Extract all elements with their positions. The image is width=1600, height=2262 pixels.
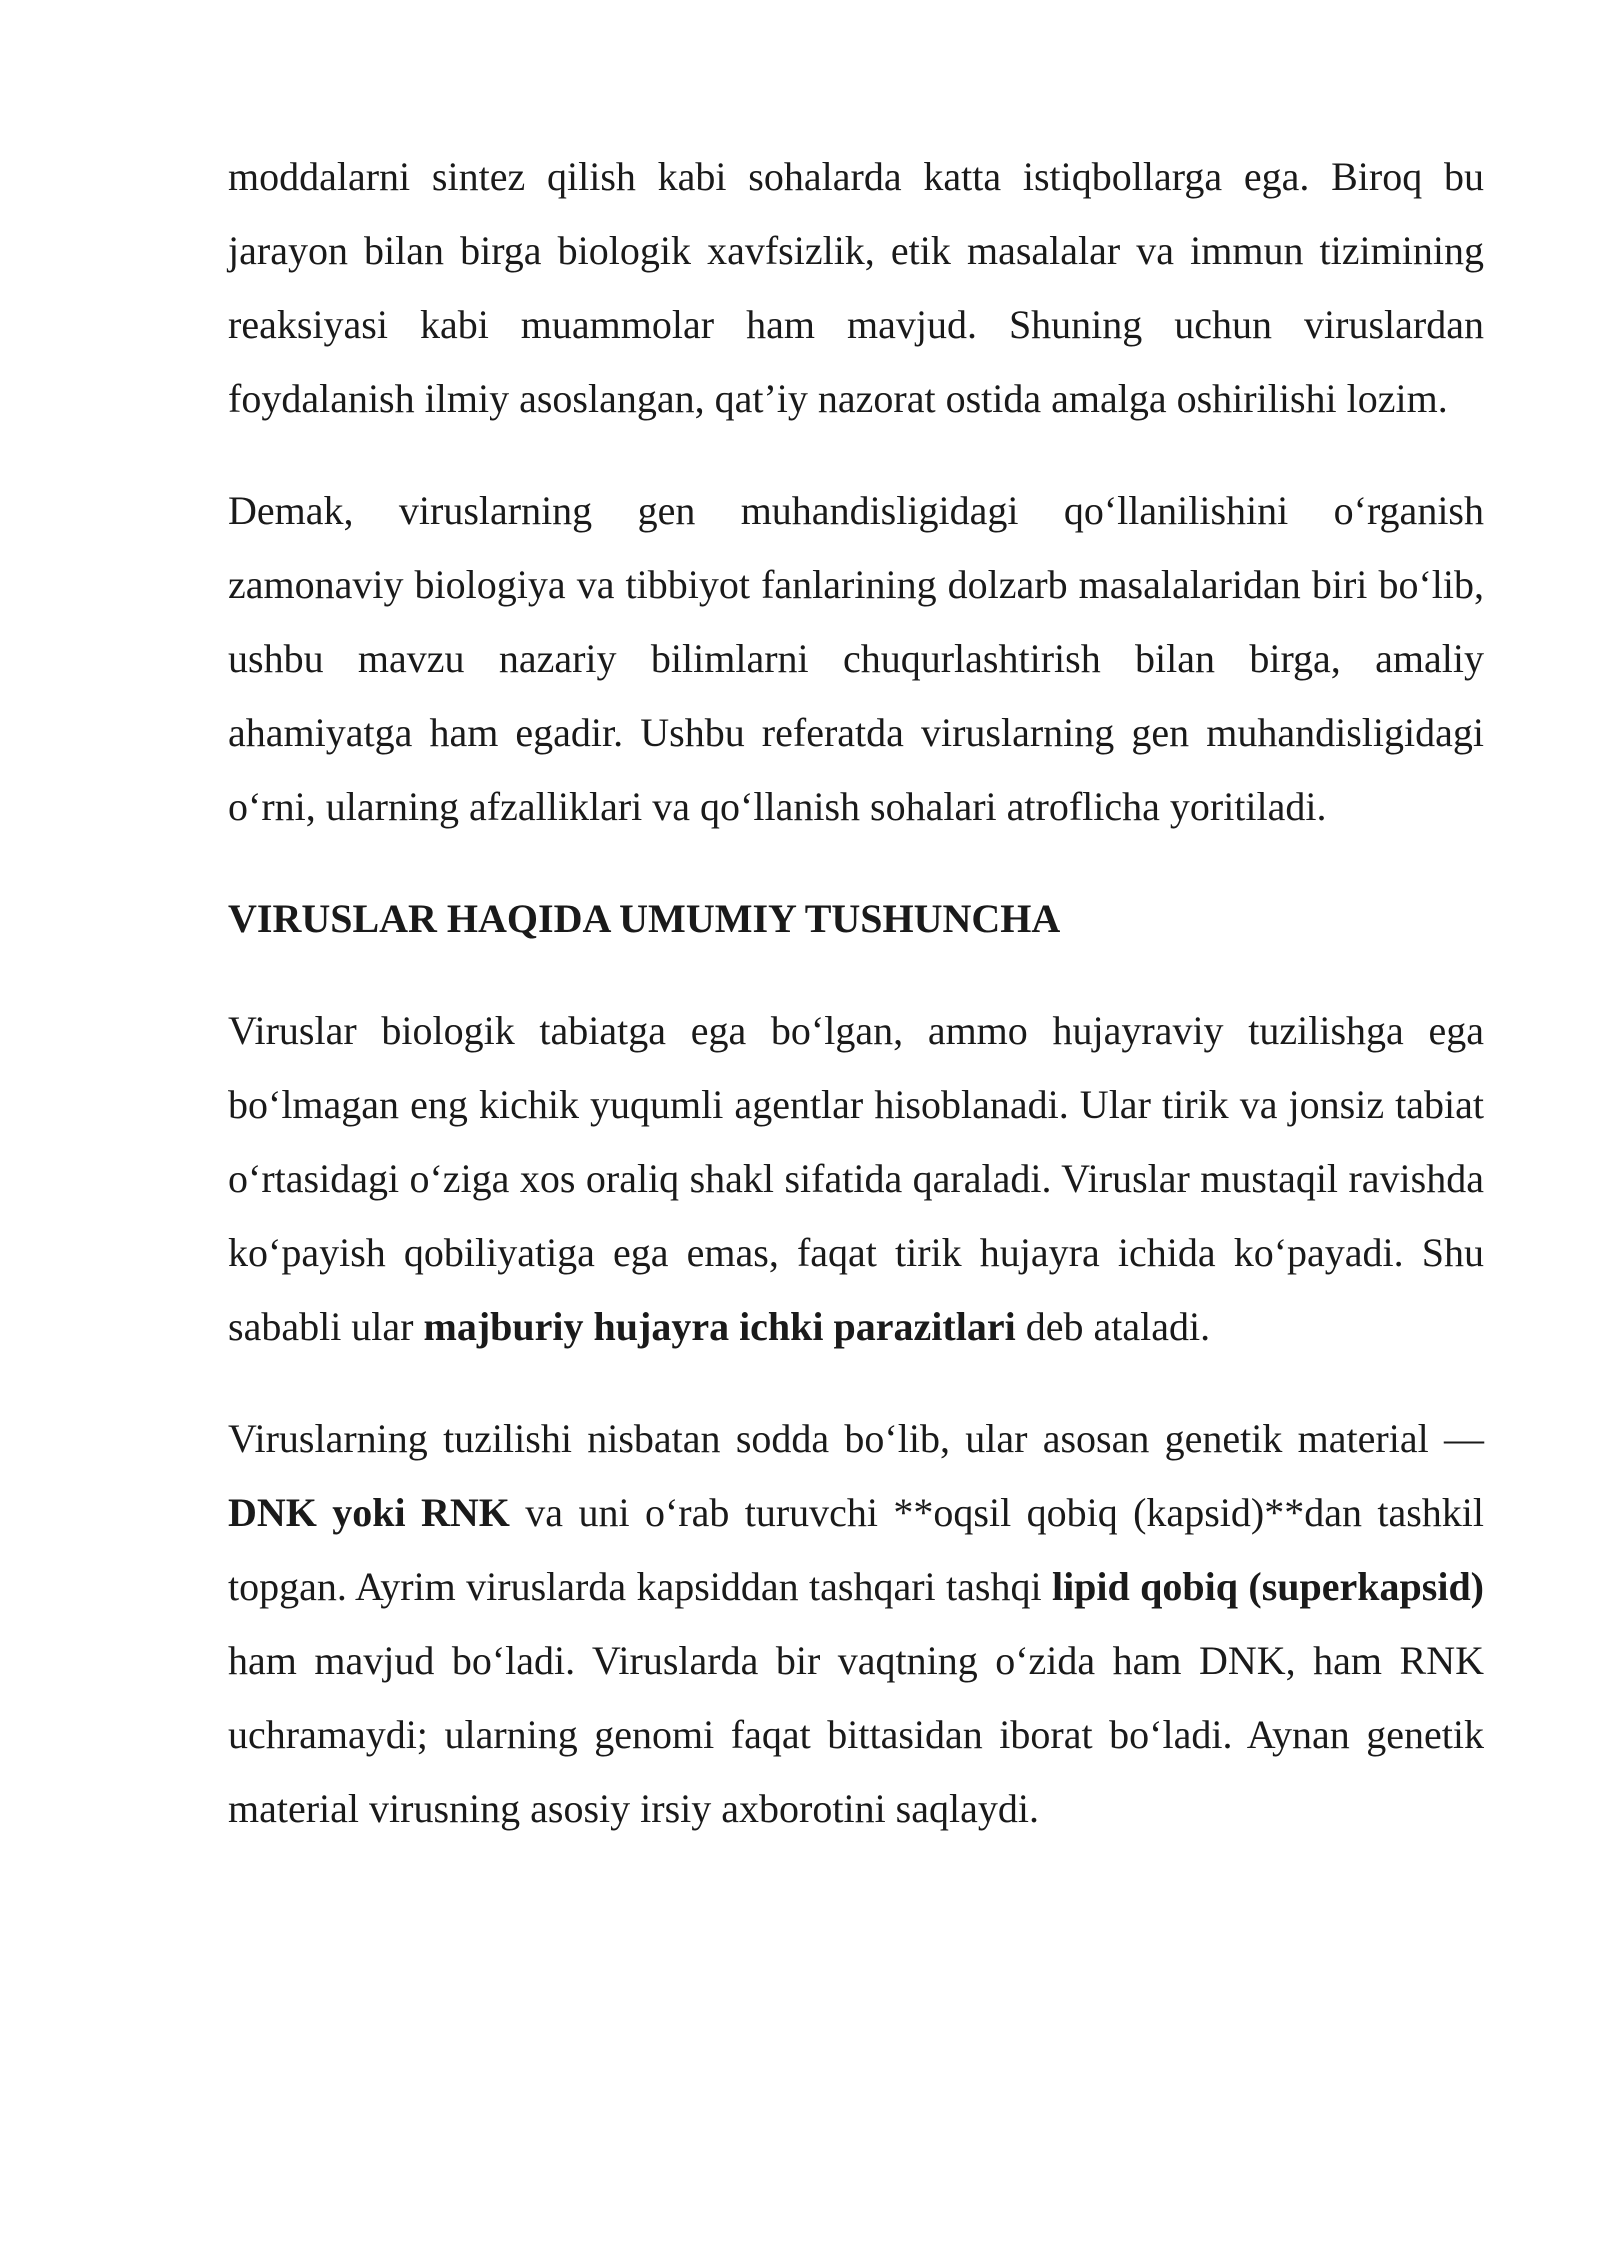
paragraph-text: Viruslar biologik tabiatga ega bo‘lgan, ammo hujayraviy tuzilishga ega bo‘lmagan eng kichik yuqumli agentlar hisoblanadi. Ular tirik va jonsiz tabiat o‘rtasidagi o‘ziga xos oraliq shakl sifatida qaraladi. Viruslar mustaqil ravishda ko‘payish qobiliyatiga ega emas, faqat tirik hujayra ichida ko‘payadi. Shu sababli ular <box>228 1008 1484 1349</box>
paragraph-text: moddalarni sintez qilish kabi sohalarda katta istiqbollarga ega. Biroq bu jarayon bilan birga biologik xavfsizlik, etik masalalar va immun tizimining reaksiyasi kabi muammolar ham mavjud. Shuning uchun viruslardan foydalanish ilmiy asoslangan, qat’iy nazorat ostida amalga oshirilishi lozim. <box>228 154 1484 421</box>
section-heading: VIRUSLAR HAQIDA UMUMIY TUSHUNCHA <box>228 896 1061 941</box>
bold-term: lipid qobiq (superkapsid) <box>1051 1564 1485 1609</box>
bold-term: DNK yoki RNK <box>228 1490 510 1535</box>
paragraph-text: va uni o‘rab turuvchi **oqsil qobiq (kapsid)**dan tashkil topgan. Ayrim viruslarda kapsiddan tashqari tashqi <box>228 1490 1484 1609</box>
paragraph-conclusion <box>228 474 1484 844</box>
paragraph-text: Demak, viruslarning gen muhandisligidagi qo‘llanilishini o‘rganish zamonaviy biologiya va tibbiyot fanlarining dolzarb masalalaridan biri bo‘lib, ushbu mavzu nazariy bilimlarni chuqurlashtirish bilan birga, amaliy ahamiyatga ham egadir. Ushbu referatda viruslarning gen muhandisligidagi o‘rni, ularning afzalliklari va qo‘llanish sohalari atroflicha yoritiladi. <box>228 488 1484 829</box>
paragraph-virus-structure <box>228 1402 1484 1846</box>
paragraph-text: Viruslarning tuzilishi nisbatan sodda bo‘lib, ular asosan genetik material — <box>228 1416 1484 1461</box>
bold-term: majburiy hujayra ichki parazitlari <box>423 1304 1016 1349</box>
paragraph-text: ham mavjud bo‘ladi. Viruslarda bir vaqtning o‘zida ham DNK, ham RNK uchramaydi; ularning genomi faqat bittasidan iborat bo‘ladi. Aynan genetik material virusning asosiy irsiy axborotini saqlaydi. <box>228 1638 1484 1831</box>
paragraph-virus-definition <box>228 994 1484 1364</box>
document-page <box>228 140 1484 1884</box>
paragraph-text: deb ataladi. <box>1015 1304 1211 1349</box>
paragraph-intro-end <box>228 140 1484 436</box>
